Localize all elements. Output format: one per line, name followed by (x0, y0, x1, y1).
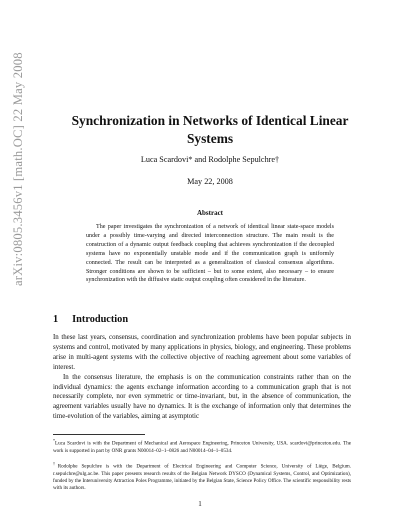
paper-title: Synchronization in Networks of Identical Linear Systems (71, 113, 349, 146)
introduction-body (53, 333, 351, 422)
arxiv-identifier[interactable]: arXiv:0805.3456v1 [math.OC] 22 May 2008 (11, 52, 25, 286)
abstract-text: The paper investigates the synchronization of a network of identical linear state-space models under a possibly time-varying and directed interconnection structure. The main result is the construction of a dynamic output feedback coupling that achieves synchronization if the decoupled systems have no exponentially unstable mode and if the communication graph is uniformly connected. The result can be interpreted as a generalization of classical consensus algorithms. Stronger conditions are shown to be sufficient – but to some extent, also necessary – to ensure synchronization with the diffusive static output coupling often considered in the literature. (86, 224, 334, 284)
footnote-1 (53, 437, 351, 455)
section-heading (53, 314, 128, 325)
section-title: Introduction (72, 314, 129, 325)
abstract-heading: Abstract (196, 209, 224, 217)
page-number: 1 (198, 500, 202, 508)
footnote-2 (53, 460, 351, 492)
footnote-1-mark: * (53, 438, 55, 443)
footnote-1-text: Luca Scardovi is with the Department of Mechanical and Aerospace Engineering, Princeton University, USA. scardovi@princeton.edu. The work is supported in part by ONR grants N00014–02–1–0826 and N00014–04–1–0534. (53, 440, 351, 454)
section-number: 1 (53, 314, 59, 325)
paragraph-1: In these last years, consensus, coordination and synchronization problems have been popular subjects in systems and control, motivated by many applications in physics, biology, and engineering. These problems arise in multi-agent systems with the collective objective of reaching agreement about some variables of interest. (53, 334, 351, 371)
footnote-2-text: Rodolphe Sepulchre is with the Department of Electrical Engineering and Computer Science, University of Liège, Belgium. r.sepulchre@ulg.ac.be. This paper presents research results of the Belgian Network DYSCO (Dynamical Systems, Control, and Optimization), funded by the Interuniversity Attraction Poles Programme, initiated by the Belgian State, Science Policy Office. The scientific responsibility rests with its authors. (53, 463, 352, 491)
arxiv-sidebar (4, 52, 25, 287)
paper-date: May 22, 2008 (187, 177, 233, 186)
footnote-rule (53, 434, 145, 435)
footnote-2-mark: † (53, 461, 58, 466)
paper-authors: Luca Scardovi* and Rodolphe Sepulchre† (140, 155, 280, 164)
paragraph-2: In the consensus literature, the emphasis is on the communication constraints rather than on the individual dynamics: the agents exchange information according to a communication graph that is not necessarily complete, nor even symmetric or time-invariant, but, in the absence of communication, the agreement variables usually have no dynamics. It is the exchange of information only that determines the time-evolution of the variables, aiming at asymptotic (53, 373, 351, 421)
